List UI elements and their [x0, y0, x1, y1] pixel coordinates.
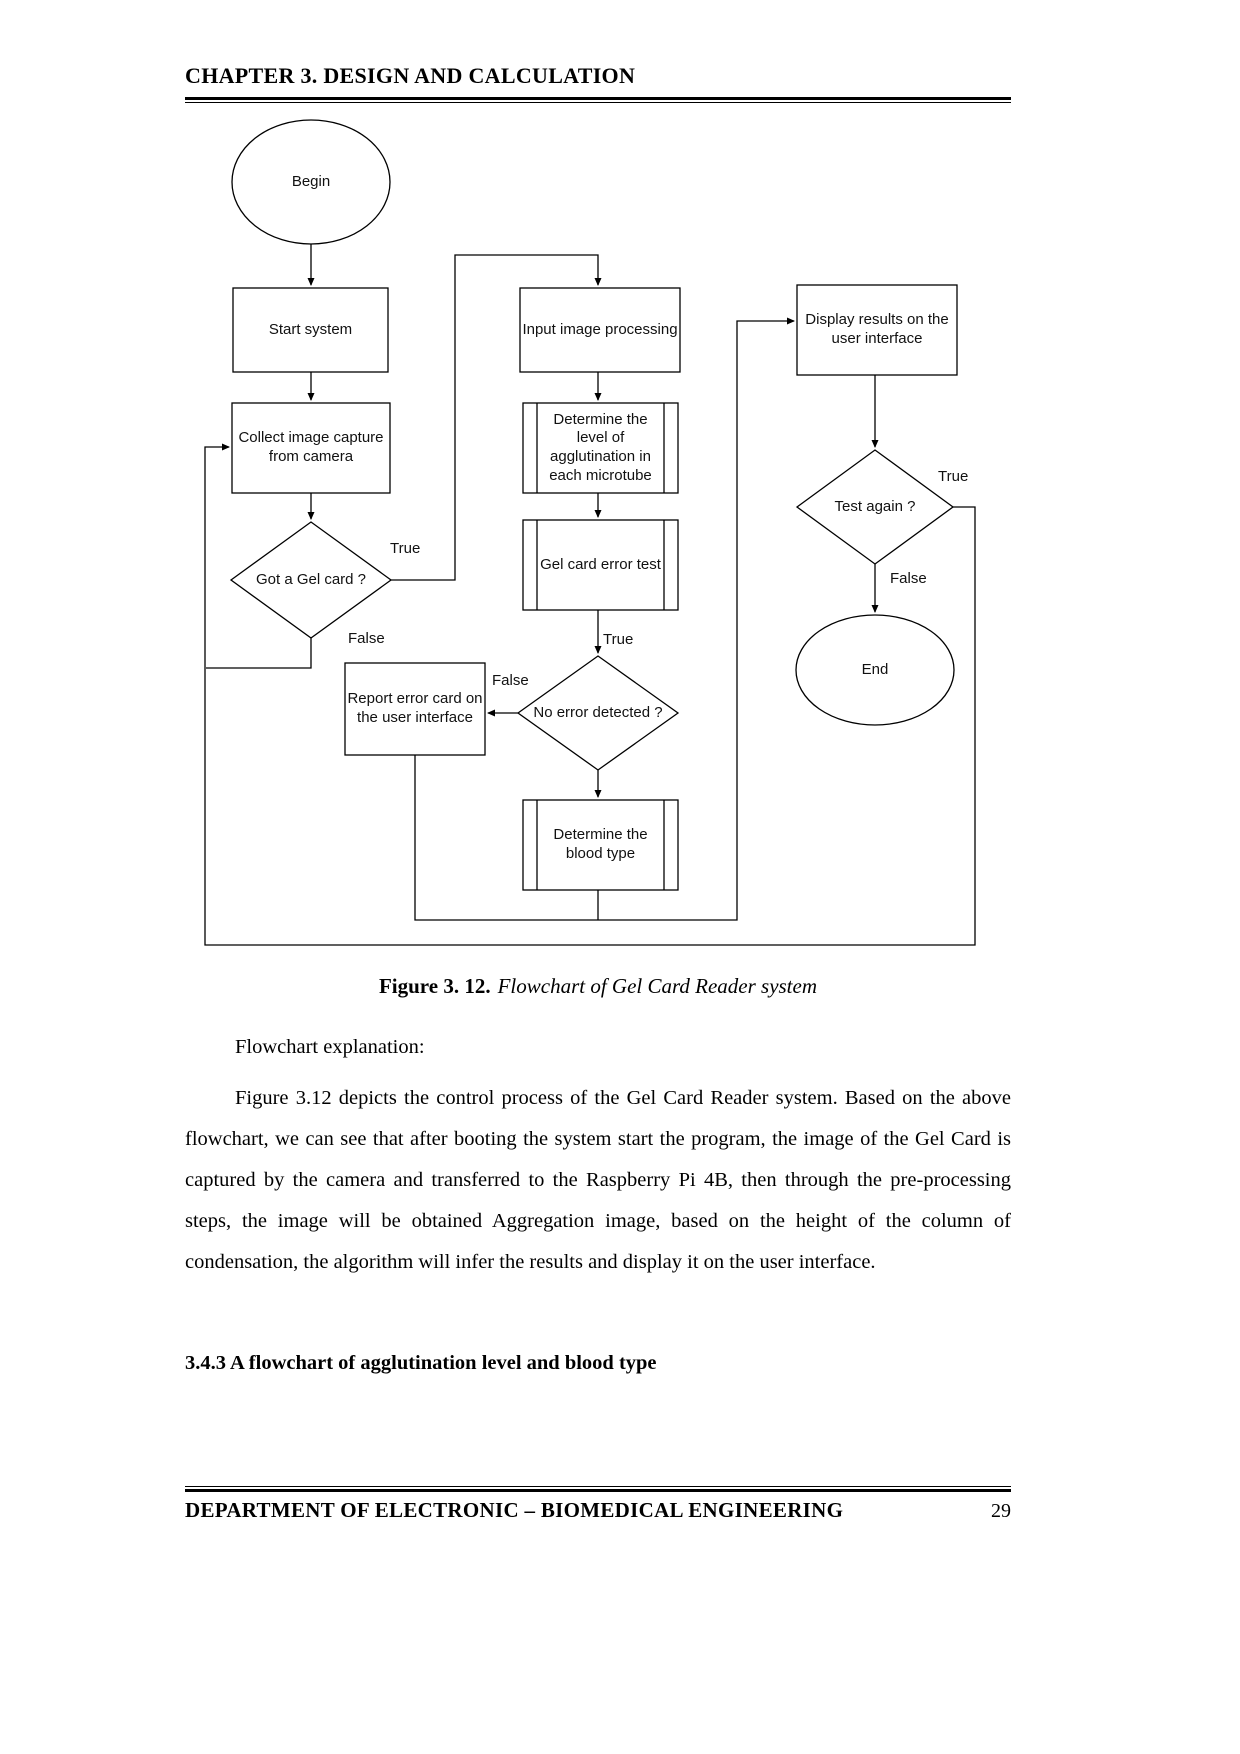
flowchart	[185, 110, 1015, 960]
page-number: 29	[991, 1500, 1011, 1522]
input-image-processing-label: Input image processing	[522, 320, 678, 338]
gel-card-error-test-label: Gel card error test	[540, 555, 661, 573]
edge-label-error-test-true: True	[603, 631, 634, 648]
edge-label-test-again-true: True	[938, 468, 969, 485]
footer-rule-thin	[185, 1486, 1011, 1487]
begin-label: Begin	[291, 172, 331, 190]
no-error-detected-label: No error detected ?	[533, 703, 663, 721]
edge-label-got-gel-false: False	[348, 630, 385, 647]
chapter-header: CHAPTER 3. DESIGN AND CALCULATION	[185, 63, 636, 88]
edge-label-test-again-false: False	[890, 570, 927, 587]
header-rule-thick	[185, 97, 1011, 100]
footer-rule	[185, 1486, 1011, 1492]
end-label: End	[861, 660, 889, 678]
header-rule	[185, 97, 1011, 103]
edge-label-no-error-false: False	[492, 672, 529, 689]
test-again-label: Test again ?	[834, 497, 916, 515]
report-error-label: Report error card on the user interface	[347, 690, 483, 726]
figure-caption-text: Flowchart of Gel Card Reader system	[497, 974, 818, 998]
determine-level-label: Determine the level of agglutination in each microtube	[549, 410, 652, 484]
display-results-label: Display results on the user interface	[805, 311, 949, 347]
section-heading: 3.4.3 A flowchart of agglutination level and blood type	[185, 1352, 657, 1374]
got-gel-card-label: Got a Gel card ?	[255, 570, 367, 588]
edge-label-got-gel-true: True	[390, 540, 421, 557]
header-rule-thin	[185, 102, 1011, 103]
determine-blood-type-label: Determine the blood type	[553, 826, 648, 862]
figure-caption	[185, 974, 1011, 999]
footer-text: DEPARTMENT OF ELECTRONIC – BIOMEDICAL ENGINEERING	[185, 1498, 844, 1522]
collect-image-label: Collect image capture from camera	[238, 429, 384, 465]
edge-gotgel-false-loop	[206, 638, 311, 668]
footer	[185, 1498, 1011, 1523]
body-paragraph: Figure 3.12 depicts the control process of the Gel Card Reader system. Based on the above flowchart, we can see that after booting the system start the program, the image of the Gel Card is captured by the camera and transferred to the Raspberry Pi 4B, then through the pre-processing steps, the image will be obtained Aggregation image, based on the height of the column of condensation, the algorithm will infer the results and display it on the user interface.	[185, 1087, 1011, 1273]
start-system-label: Start system	[268, 320, 353, 338]
flowchart-explanation-intro: Flowchart explanation:	[235, 1036, 425, 1058]
footer-rule-thick	[185, 1489, 1011, 1492]
figure-caption-label: Figure 3. 12.	[378, 974, 491, 998]
